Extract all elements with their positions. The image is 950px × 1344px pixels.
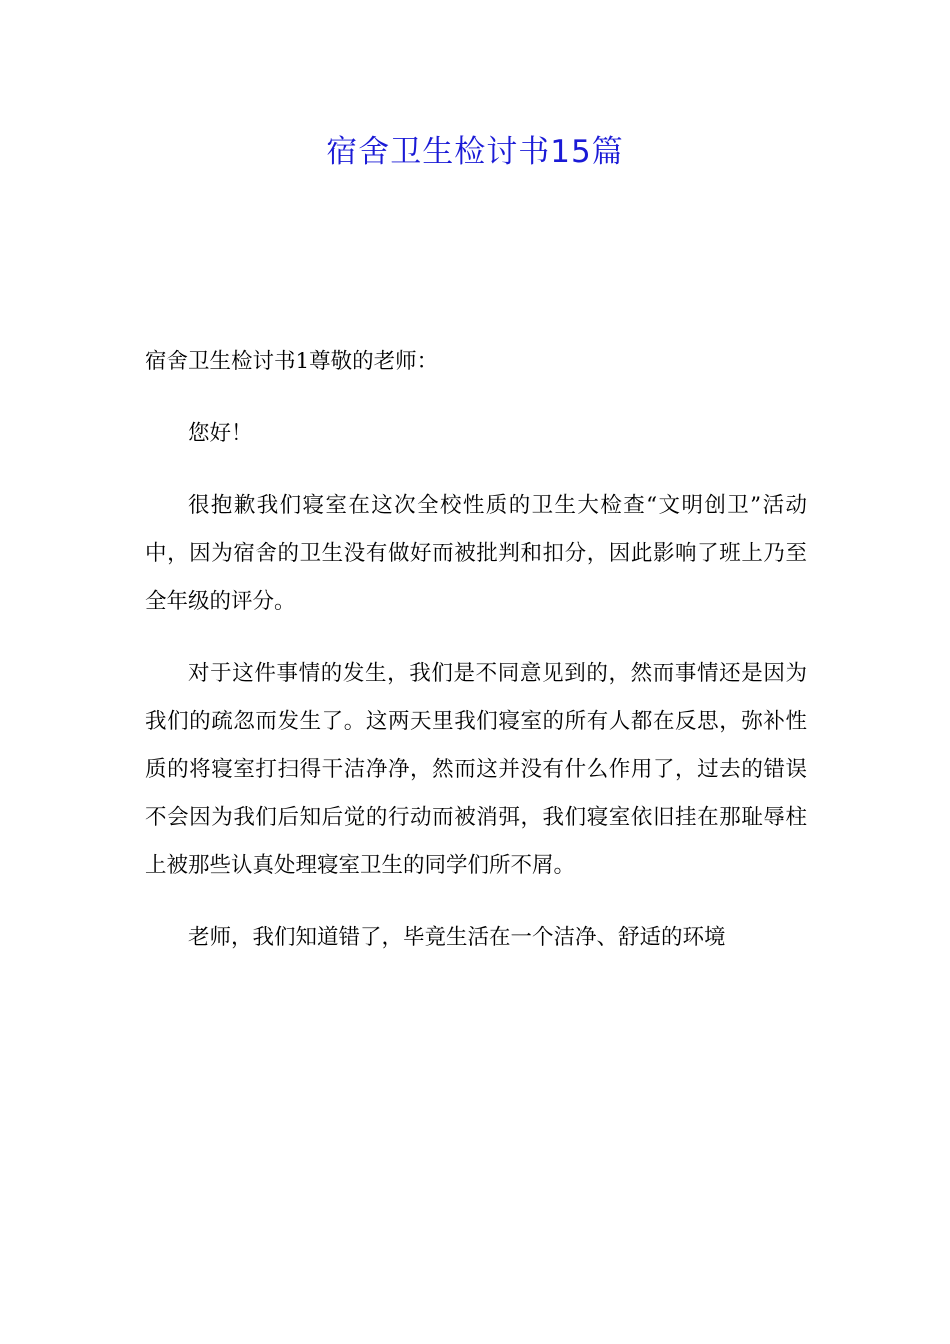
paragraph-heading: 宿舍卫生检讨书1尊敬的老师： — [145, 349, 439, 374]
paragraph: 很抱歉我们寝室在这次全校性质的卫生大检查“文明创卫”活动中，因为宿舍的卫生没有做好而被批判和扣分，因此影响了班上乃至全年级的评分。 — [145, 493, 807, 614]
paragraph: 对于这件事情的发生，我们是不同意见到的，然而事情还是因为我们的疏忽而发生了。这两天里我们寝室的所有人都在反思，弥补性质的将寝室打扫得干洁净净，然而这并没有什么作用了，过去的错误不会因为我们后知后觉的行动而被消弭，我们寝室依旧挂在那耻辱柱上被那些认真处理寝室卫生的同学们所不屑。 — [145, 661, 807, 878]
paragraph-greeting: 您好！ — [188, 421, 253, 446]
paragraph: 老师，我们知道错了，毕竟生活在一个洁净、舒适的环境 — [188, 925, 726, 950]
document-title: 宿舍卫生检讨书15篇 — [326, 134, 624, 170]
document-body — [145, 338, 807, 986]
